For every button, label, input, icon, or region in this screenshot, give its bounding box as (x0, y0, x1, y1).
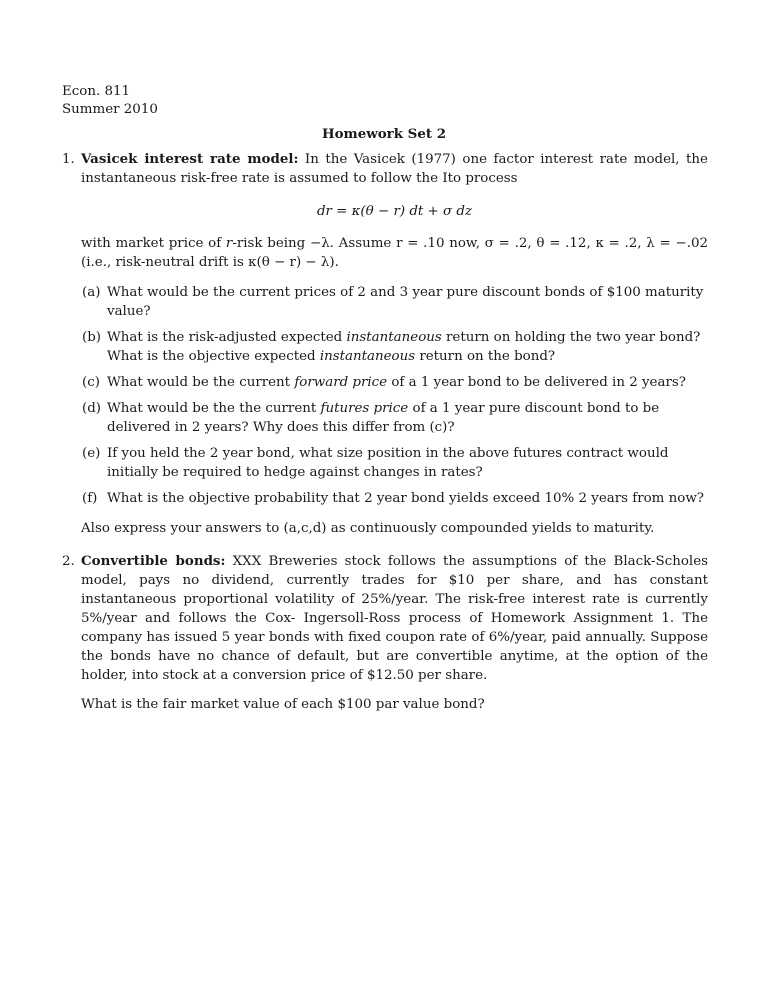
conditions-variable: r (225, 236, 233, 251)
document-header (62, 83, 158, 119)
problem-list (62, 150, 708, 714)
subquestion-text: of a 1 year bond to be delivered in 2 years? (387, 375, 686, 390)
page-title: Homework Set 2 (321, 126, 447, 142)
problem-question: What is the fair market value of each $100 par value bond? (81, 697, 485, 712)
subquestion-d (82, 399, 708, 437)
problem-heading: Vasicek interest rate model: (81, 151, 299, 167)
subquestion-text: What is the objective probability that 2 year bond yields exceed 10% 2 years from now? (107, 491, 704, 506)
problem-1 (62, 150, 708, 538)
subquestion-emphasis: futures price (320, 401, 409, 416)
subquestion-label: (c) (82, 375, 100, 390)
subquestion-text: What would be the the current (107, 401, 321, 416)
problem-body-text: XXX Breweries stock follows the assumptions of the Black-Scholes model, pays no dividend, currently trades for $10 per share, and has constant instantaneous proportional volatility of 25%/year. The risk-free interest rate is currently 5%/year and follows the Cox- Ingersoll-Ross process of Homework Assignment 1. The company has issued 5 year bonds with fixed coupon rate of 6%/year, paid annually. Suppose the bonds have no chance of default, but are convertible anytime, at the option of the holder, into stock at a conversion price of $12.50 per share. (81, 554, 708, 683)
term-label: Summer 2010 (62, 102, 158, 117)
conditions-text-a: with market price of (81, 236, 226, 251)
problem-intro-text: In the Vasicek (1977) one factor interest rate model, the instantaneous risk-free rate is assumed to follow the Ito process (81, 152, 708, 186)
subquestion-label: (e) (82, 446, 101, 461)
subquestion-text: return on holding the two year bond? What is the objective expected (107, 330, 701, 364)
subquestion-text: return on the bond? (415, 349, 556, 364)
subquestion-list (81, 283, 708, 508)
subquestion-f (82, 489, 708, 508)
subquestion-text: of a 1 year pure discount bond to be delivered in 2 years? Why does this differ from (c)? (107, 401, 660, 435)
problem-heading: Convertible bonds: (81, 553, 226, 569)
subquestion-label: (b) (82, 330, 102, 345)
subquestion-text: What would be the current prices of 2 and 3 year pure discount bonds of $100 maturity value? (107, 285, 704, 319)
subquestion-emphasis: forward price (294, 375, 388, 390)
subquestion-text: If you held the 2 year bond, what size position in the above futures contract would initially be required to hedge against changes in rates? (107, 446, 669, 480)
subquestion-emphasis: instantaneous (319, 349, 416, 364)
conditions-text-b: -risk being −λ. Assume r = .10 now, σ = .2, θ = .12, κ = .2, λ = −.02 (i.e., risk-neutral drift is κ(θ − r) − λ). (81, 236, 708, 270)
equation: dr = κ(θ − r) dt + σ dz (316, 204, 473, 219)
subquestion-e (82, 444, 708, 482)
subquestion-b (82, 328, 708, 366)
subquestion-a (82, 283, 708, 321)
subquestion-emphasis: instantaneous (346, 330, 442, 345)
problem-number: 1. (62, 152, 75, 167)
problem-number: 2. (62, 554, 75, 569)
subquestion-label: (f) (82, 491, 98, 506)
course-label: Econ. 811 (62, 84, 131, 99)
problem-body (81, 552, 708, 685)
subquestion-c (82, 373, 708, 392)
subquestion-label: (d) (82, 401, 102, 416)
subquestion-label: (a) (82, 285, 101, 300)
problem-2 (62, 552, 708, 714)
problem-conditions (81, 234, 708, 272)
problem-intro (81, 150, 708, 188)
subquestion-text: What is the risk-adjusted expected (107, 330, 347, 345)
subquestion-text: What would be the current (107, 375, 295, 390)
problem-closing: Also express your answers to (a,c,d) as continuously compounded yields to maturity. (81, 521, 655, 536)
